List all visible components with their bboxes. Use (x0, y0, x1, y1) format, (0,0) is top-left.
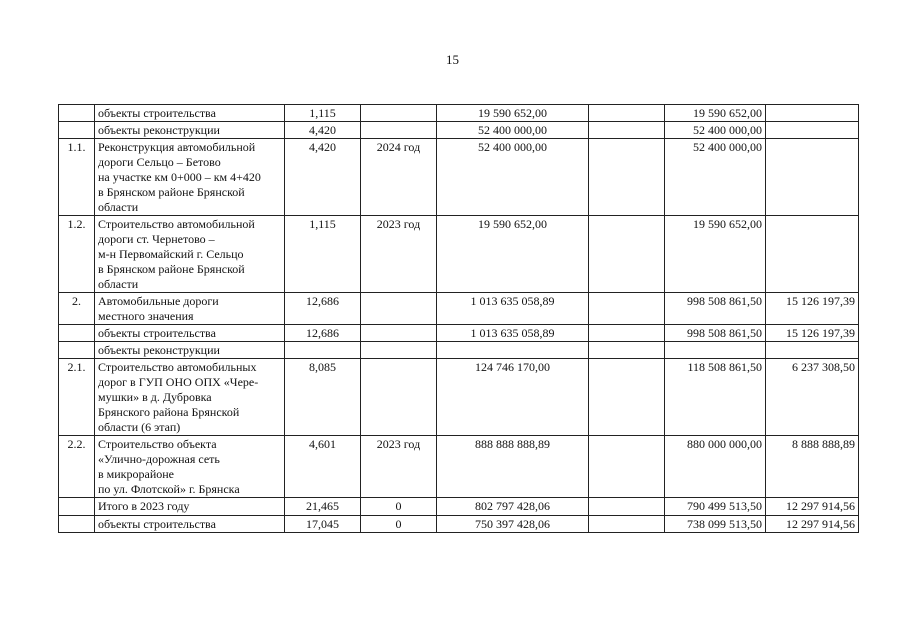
commissioning-year (361, 122, 437, 139)
road-length: 12,686 (285, 293, 361, 325)
amount-column-7 (665, 342, 766, 359)
amount-column-8: 6 237 308,50 (766, 359, 859, 436)
amount-column-6 (589, 122, 665, 139)
amount-column-7: 998 508 861,50 (665, 293, 766, 325)
table-row (59, 105, 859, 122)
total-amount: 19 590 652,00 (437, 105, 589, 122)
amount-column-7: 52 400 000,00 (665, 122, 766, 139)
amount-column-6 (589, 139, 665, 216)
object-name: Строительство автомобильной дороги ст. Чернетово – м-н Первомайский г. Сельцо в Брянском районе Брянской области (95, 216, 285, 293)
road-length: 4,601 (285, 436, 361, 498)
road-length: 12,686 (285, 325, 361, 342)
table-row (59, 122, 859, 139)
row-number (59, 342, 95, 359)
object-name: Итого в 2023 году (95, 498, 285, 516)
row-number: 1.2. (59, 216, 95, 293)
commissioning-year: 2023 год (361, 436, 437, 498)
total-amount (437, 342, 589, 359)
road-length: 1,115 (285, 216, 361, 293)
row-number (59, 498, 95, 516)
row-number: 1.1. (59, 139, 95, 216)
commissioning-year (361, 293, 437, 325)
amount-column-8 (766, 216, 859, 293)
road-length: 1,115 (285, 105, 361, 122)
amount-column-8 (766, 342, 859, 359)
total-amount: 19 590 652,00 (437, 216, 589, 293)
commissioning-year (361, 325, 437, 342)
amount-column-8 (766, 139, 859, 216)
amount-column-8 (766, 122, 859, 139)
row-number (59, 122, 95, 139)
amount-column-6 (589, 436, 665, 498)
amount-column-7: 880 000 000,00 (665, 436, 766, 498)
page-number: 15 (446, 52, 459, 67)
road-length (285, 342, 361, 359)
amount-column-8: 15 126 197,39 (766, 293, 859, 325)
total-amount: 124 746 170,00 (437, 359, 589, 436)
road-length: 21,465 (285, 498, 361, 516)
amount-column-6 (589, 342, 665, 359)
row-number: 2.1. (59, 359, 95, 436)
table-row (59, 498, 859, 516)
amount-column-7: 52 400 000,00 (665, 139, 766, 216)
total-amount: 1 013 635 058,89 (437, 293, 589, 325)
amount-column-6 (589, 359, 665, 436)
amount-column-8: 15 126 197,39 (766, 325, 859, 342)
object-name: объекты строительства (95, 105, 285, 122)
road-length: 17,045 (285, 516, 361, 533)
amount-column-6 (589, 498, 665, 516)
total-amount: 52 400 000,00 (437, 139, 589, 216)
amount-column-6 (589, 293, 665, 325)
table-row (59, 293, 859, 325)
commissioning-year: 0 (361, 498, 437, 516)
total-amount: 52 400 000,00 (437, 122, 589, 139)
road-length: 4,420 (285, 122, 361, 139)
total-amount: 888 888 888,89 (437, 436, 589, 498)
object-name: Реконструкция автомобильной дороги Сельцо – Бетово на участке км 0+000 – км 4+420 в Брянском районе Брянской области (95, 139, 285, 216)
object-name: объекты реконструкции (95, 122, 285, 139)
commissioning-year: 2024 год (361, 139, 437, 216)
amount-column-8: 12 297 914,56 (766, 516, 859, 533)
amount-column-8: 12 297 914,56 (766, 498, 859, 516)
commissioning-year: 2023 год (361, 216, 437, 293)
table-row (59, 436, 859, 498)
table-body (59, 105, 859, 533)
amount-column-7: 118 508 861,50 (665, 359, 766, 436)
total-amount: 1 013 635 058,89 (437, 325, 589, 342)
amount-column-7: 19 590 652,00 (665, 105, 766, 122)
object-name: Автомобильные дороги местного значения (95, 293, 285, 325)
table-row (59, 342, 859, 359)
total-amount: 802 797 428,06 (437, 498, 589, 516)
table-row (59, 139, 859, 216)
commissioning-year: 0 (361, 516, 437, 533)
object-name: объекты реконструкции (95, 342, 285, 359)
object-name: Строительство автомобильных дорог в ГУП ОНО ОПХ «Чере- мушки» в д. Дубровка Брянского района Брянской области (6 этап) (95, 359, 285, 436)
row-number: 2. (59, 293, 95, 325)
commissioning-year (361, 342, 437, 359)
table-row (59, 216, 859, 293)
commissioning-year (361, 359, 437, 436)
table-row (59, 516, 859, 533)
table-row (59, 359, 859, 436)
row-number: 2.2. (59, 436, 95, 498)
object-name: объекты строительства (95, 516, 285, 533)
budget-table (58, 104, 859, 533)
amount-column-8: 8 888 888,89 (766, 436, 859, 498)
total-amount: 750 397 428,06 (437, 516, 589, 533)
amount-column-7: 998 508 861,50 (665, 325, 766, 342)
amount-column-7: 19 590 652,00 (665, 216, 766, 293)
row-number (59, 516, 95, 533)
road-length: 8,085 (285, 359, 361, 436)
table-row (59, 325, 859, 342)
amount-column-7: 790 499 513,50 (665, 498, 766, 516)
amount-column-6 (589, 516, 665, 533)
row-number (59, 105, 95, 122)
row-number (59, 325, 95, 342)
commissioning-year (361, 105, 437, 122)
amount-column-8 (766, 105, 859, 122)
object-name: объекты строительства (95, 325, 285, 342)
amount-column-7: 738 099 513,50 (665, 516, 766, 533)
amount-column-6 (589, 216, 665, 293)
amount-column-6 (589, 325, 665, 342)
road-length: 4,420 (285, 139, 361, 216)
amount-column-6 (589, 105, 665, 122)
object-name: Строительство объекта «Улично-дорожная сеть в микрорайоне по ул. Флотской» г. Брянска (95, 436, 285, 498)
